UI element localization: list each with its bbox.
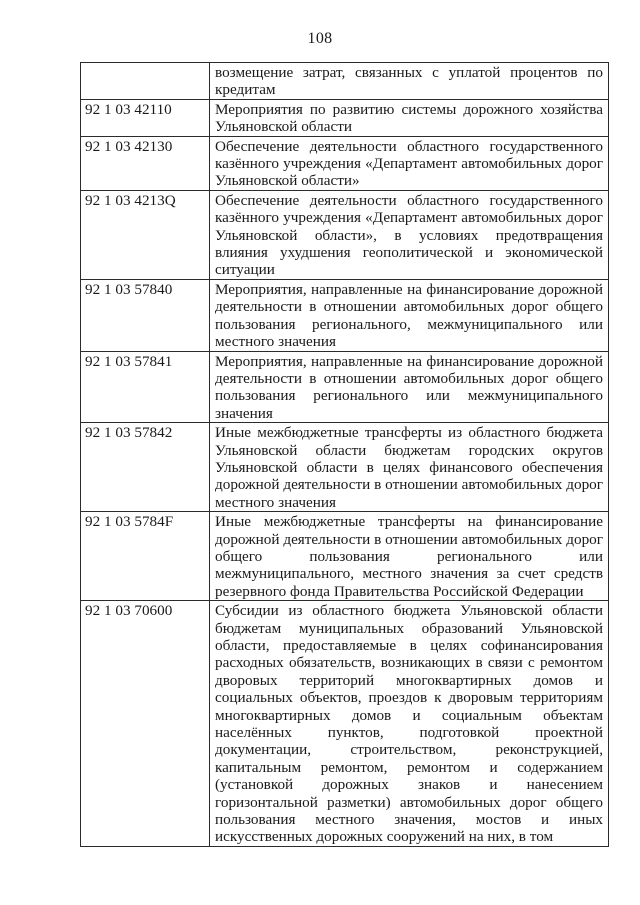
- budget-code-cell: [81, 63, 210, 100]
- budget-code-cell: 92 1 03 57840: [81, 279, 210, 351]
- description-cell: Обеспечение деятельности областного государственного казённого учреждения «Департамент автомобильных дорог Ульяновской области», в условиях предотвращения влияния ухудшения геополитической и экономической ситуации: [210, 190, 609, 279]
- budget-code-cell: 92 1 03 4213Q: [81, 190, 210, 279]
- budget-code-cell: 92 1 03 42110: [81, 99, 210, 136]
- description-cell: возмещение затрат, связанных с уплатой процентов по кредитам: [210, 63, 609, 100]
- description-cell: Обеспечение деятельности областного государственного казённого учреждения «Департамент автомобильных дорог Ульяновской области»: [210, 136, 609, 190]
- description-cell: Иные межбюджетные трансферты из областного бюджета Ульяновской области бюджетам городских округов Ульяновской области в целях финансового обеспечения дорожной деятельности в отношении автомобильных дорог местного значения: [210, 423, 609, 512]
- page-number: 108: [307, 30, 333, 47]
- budget-code-cell: 92 1 03 57842: [81, 423, 210, 512]
- table-row: [81, 136, 609, 190]
- table-row: [81, 423, 609, 512]
- description-cell: Мероприятия, направленные на финансирование дорожной деятельности в отношении автомобильных дорог общего пользования регионального или межмуниципального значения: [210, 351, 609, 423]
- budget-classification-table: [80, 62, 609, 847]
- table-row: [81, 99, 609, 136]
- budget-code-cell: 92 1 03 42130: [81, 136, 210, 190]
- description-cell: Мероприятия, направленные на финансирование дорожной деятельности в отношении автомобильных дорог общего пользования регионального, межмуниципального или местного значения: [210, 279, 609, 351]
- table-row: [81, 351, 609, 423]
- budget-code-cell: 92 1 03 5784F: [81, 512, 210, 601]
- description-cell: Субсидии из областного бюджета Ульяновской области бюджетам муниципальных образований Ульяновской области, предоставляемые в целях софинансирования расходных обязательств, возникающих в связи с ремонтом дворовых территорий многоквартирных домов и социальных объектов, проездов к дворовым территориям многоквартирных домов и социальным объектам населённых пунктов, подготовкой проектной документации, строительством, реконструкцией, капитальным ремонтом, ремонтом и содержанием (установкой дорожных знаков и нанесением горизонтальной разметки) автомобильных дорог общего пользования местного значения, мостов и иных искусственных дорожных сооружений на них, в том: [210, 601, 609, 847]
- description-cell: Мероприятия по развитию системы дорожного хозяйства Ульяновской области: [210, 99, 609, 136]
- table-row: [81, 190, 609, 279]
- table-row: [81, 63, 609, 100]
- description-cell: Иные межбюджетные трансферты на финансирование дорожной деятельности в отношении автомобильных дорог общего пользования регионального или межмуниципального, местного значения за счет средств резервного фонда Правительства Российской Федерации: [210, 512, 609, 601]
- budget-code-cell: 92 1 03 70600: [81, 601, 210, 847]
- table-row: [81, 601, 609, 847]
- budget-code-cell: 92 1 03 57841: [81, 351, 210, 423]
- table-row: [81, 512, 609, 601]
- table-row: [81, 279, 609, 351]
